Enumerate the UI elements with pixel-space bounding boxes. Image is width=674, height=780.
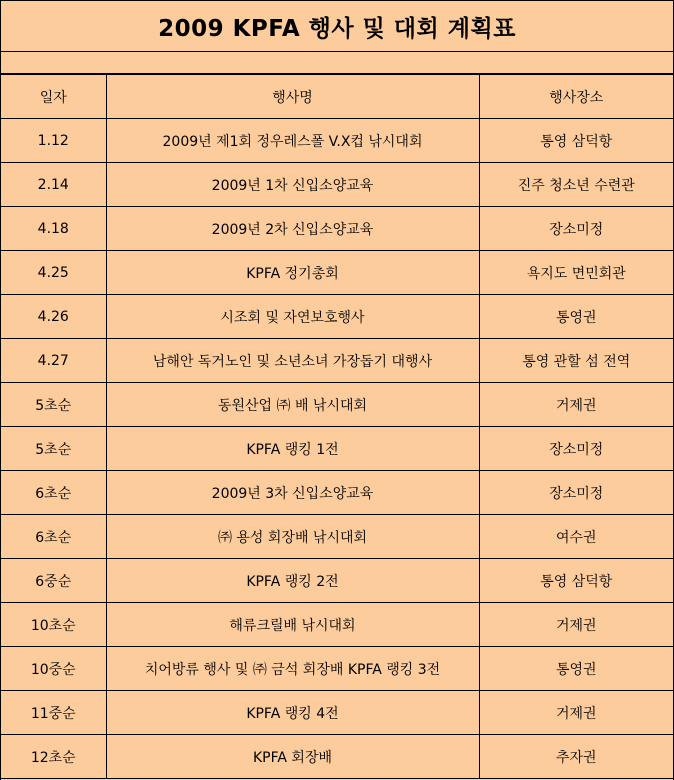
cell-event: 2009년 1차 신입소양교육 <box>106 163 479 207</box>
cell-venue: 통영 삼덕항 <box>479 559 673 603</box>
cell-event: 동원산업 ㈜ 배 낚시대회 <box>106 383 479 427</box>
table-row <box>1 515 673 559</box>
cell-date: 6초순 <box>1 471 106 515</box>
header-row <box>1 75 673 119</box>
cell-venue: 장소미정 <box>479 427 673 471</box>
cell-venue: 여수권 <box>479 515 673 559</box>
cell-date: 4.27 <box>1 339 106 383</box>
cell-event: 해류크릴배 낚시대회 <box>106 603 479 647</box>
table-row <box>1 471 673 515</box>
table-row <box>1 163 673 207</box>
cell-date: 5초순 <box>1 427 106 471</box>
cell-venue: 거제권 <box>479 691 673 735</box>
table-row <box>1 251 673 295</box>
table-row <box>1 559 673 603</box>
table-row <box>1 427 673 471</box>
header-event: 행사명 <box>106 75 479 119</box>
cell-date: 6중순 <box>1 559 106 603</box>
cell-event: KPFA 정기총회 <box>106 251 479 295</box>
cell-event: KPFA 회장배 <box>106 735 479 779</box>
table-row <box>1 735 673 779</box>
cell-date: 6초순 <box>1 515 106 559</box>
table-row <box>1 603 673 647</box>
cell-date: 12초순 <box>1 735 106 779</box>
cell-venue: 통영권 <box>479 295 673 339</box>
cell-date: 1.12 <box>1 119 106 163</box>
cell-date: 2.14 <box>1 163 106 207</box>
header-date: 일자 <box>1 75 106 119</box>
cell-venue: 거제권 <box>479 383 673 427</box>
cell-event: 2009년 2차 신입소양교육 <box>106 207 479 251</box>
cell-venue: 욕지도 면민회관 <box>479 251 673 295</box>
cell-date: 4.26 <box>1 295 106 339</box>
cell-date: 4.25 <box>1 251 106 295</box>
table-row <box>1 691 673 735</box>
header-venue: 행사장소 <box>479 75 673 119</box>
cell-event: 치어방류 행사 및 ㈜ 금석 회장배 KPFA 랭킹 3전 <box>106 647 479 691</box>
cell-event: KPFA 랭킹 1전 <box>106 427 479 471</box>
cell-event: KPFA 랭킹 4전 <box>106 691 479 735</box>
cell-date: 11중순 <box>1 691 106 735</box>
cell-venue: 통영 삼덕항 <box>479 119 673 163</box>
cell-event: 2009년 제1회 정우레스폴 V.X컵 낚시대회 <box>106 119 479 163</box>
schedule-table <box>1 74 673 779</box>
cell-date: 5초순 <box>1 383 106 427</box>
table-row <box>1 339 673 383</box>
cell-venue: 진주 청소년 수련관 <box>479 163 673 207</box>
cell-date: 10초순 <box>1 603 106 647</box>
cell-event: 남해안 독거노인 및 소년소녀 가장돕기 대행사 <box>106 339 479 383</box>
cell-venue: 장소미정 <box>479 471 673 515</box>
table-row <box>1 647 673 691</box>
cell-venue: 통영권 <box>479 647 673 691</box>
cell-venue: 장소미정 <box>479 207 673 251</box>
cell-event: 시조회 및 자연보호행사 <box>106 295 479 339</box>
table-row <box>1 383 673 427</box>
table-row <box>1 207 673 251</box>
blank-row <box>1 52 673 74</box>
cell-event: 2009년 3차 신입소양교육 <box>106 471 479 515</box>
cell-venue: 통영 관할 섬 전역 <box>479 339 673 383</box>
cell-date: 4.18 <box>1 207 106 251</box>
cell-venue: 추자권 <box>479 735 673 779</box>
page-title: 2009 KPFA 행사 및 대회 계획표 <box>1 0 673 52</box>
cell-event: KPFA 랭킹 2전 <box>106 559 479 603</box>
cell-venue: 거제권 <box>479 603 673 647</box>
table-row <box>1 295 673 339</box>
table-row <box>1 119 673 163</box>
cell-date: 10중순 <box>1 647 106 691</box>
cell-event: ㈜ 용성 회장배 낚시대회 <box>106 515 479 559</box>
